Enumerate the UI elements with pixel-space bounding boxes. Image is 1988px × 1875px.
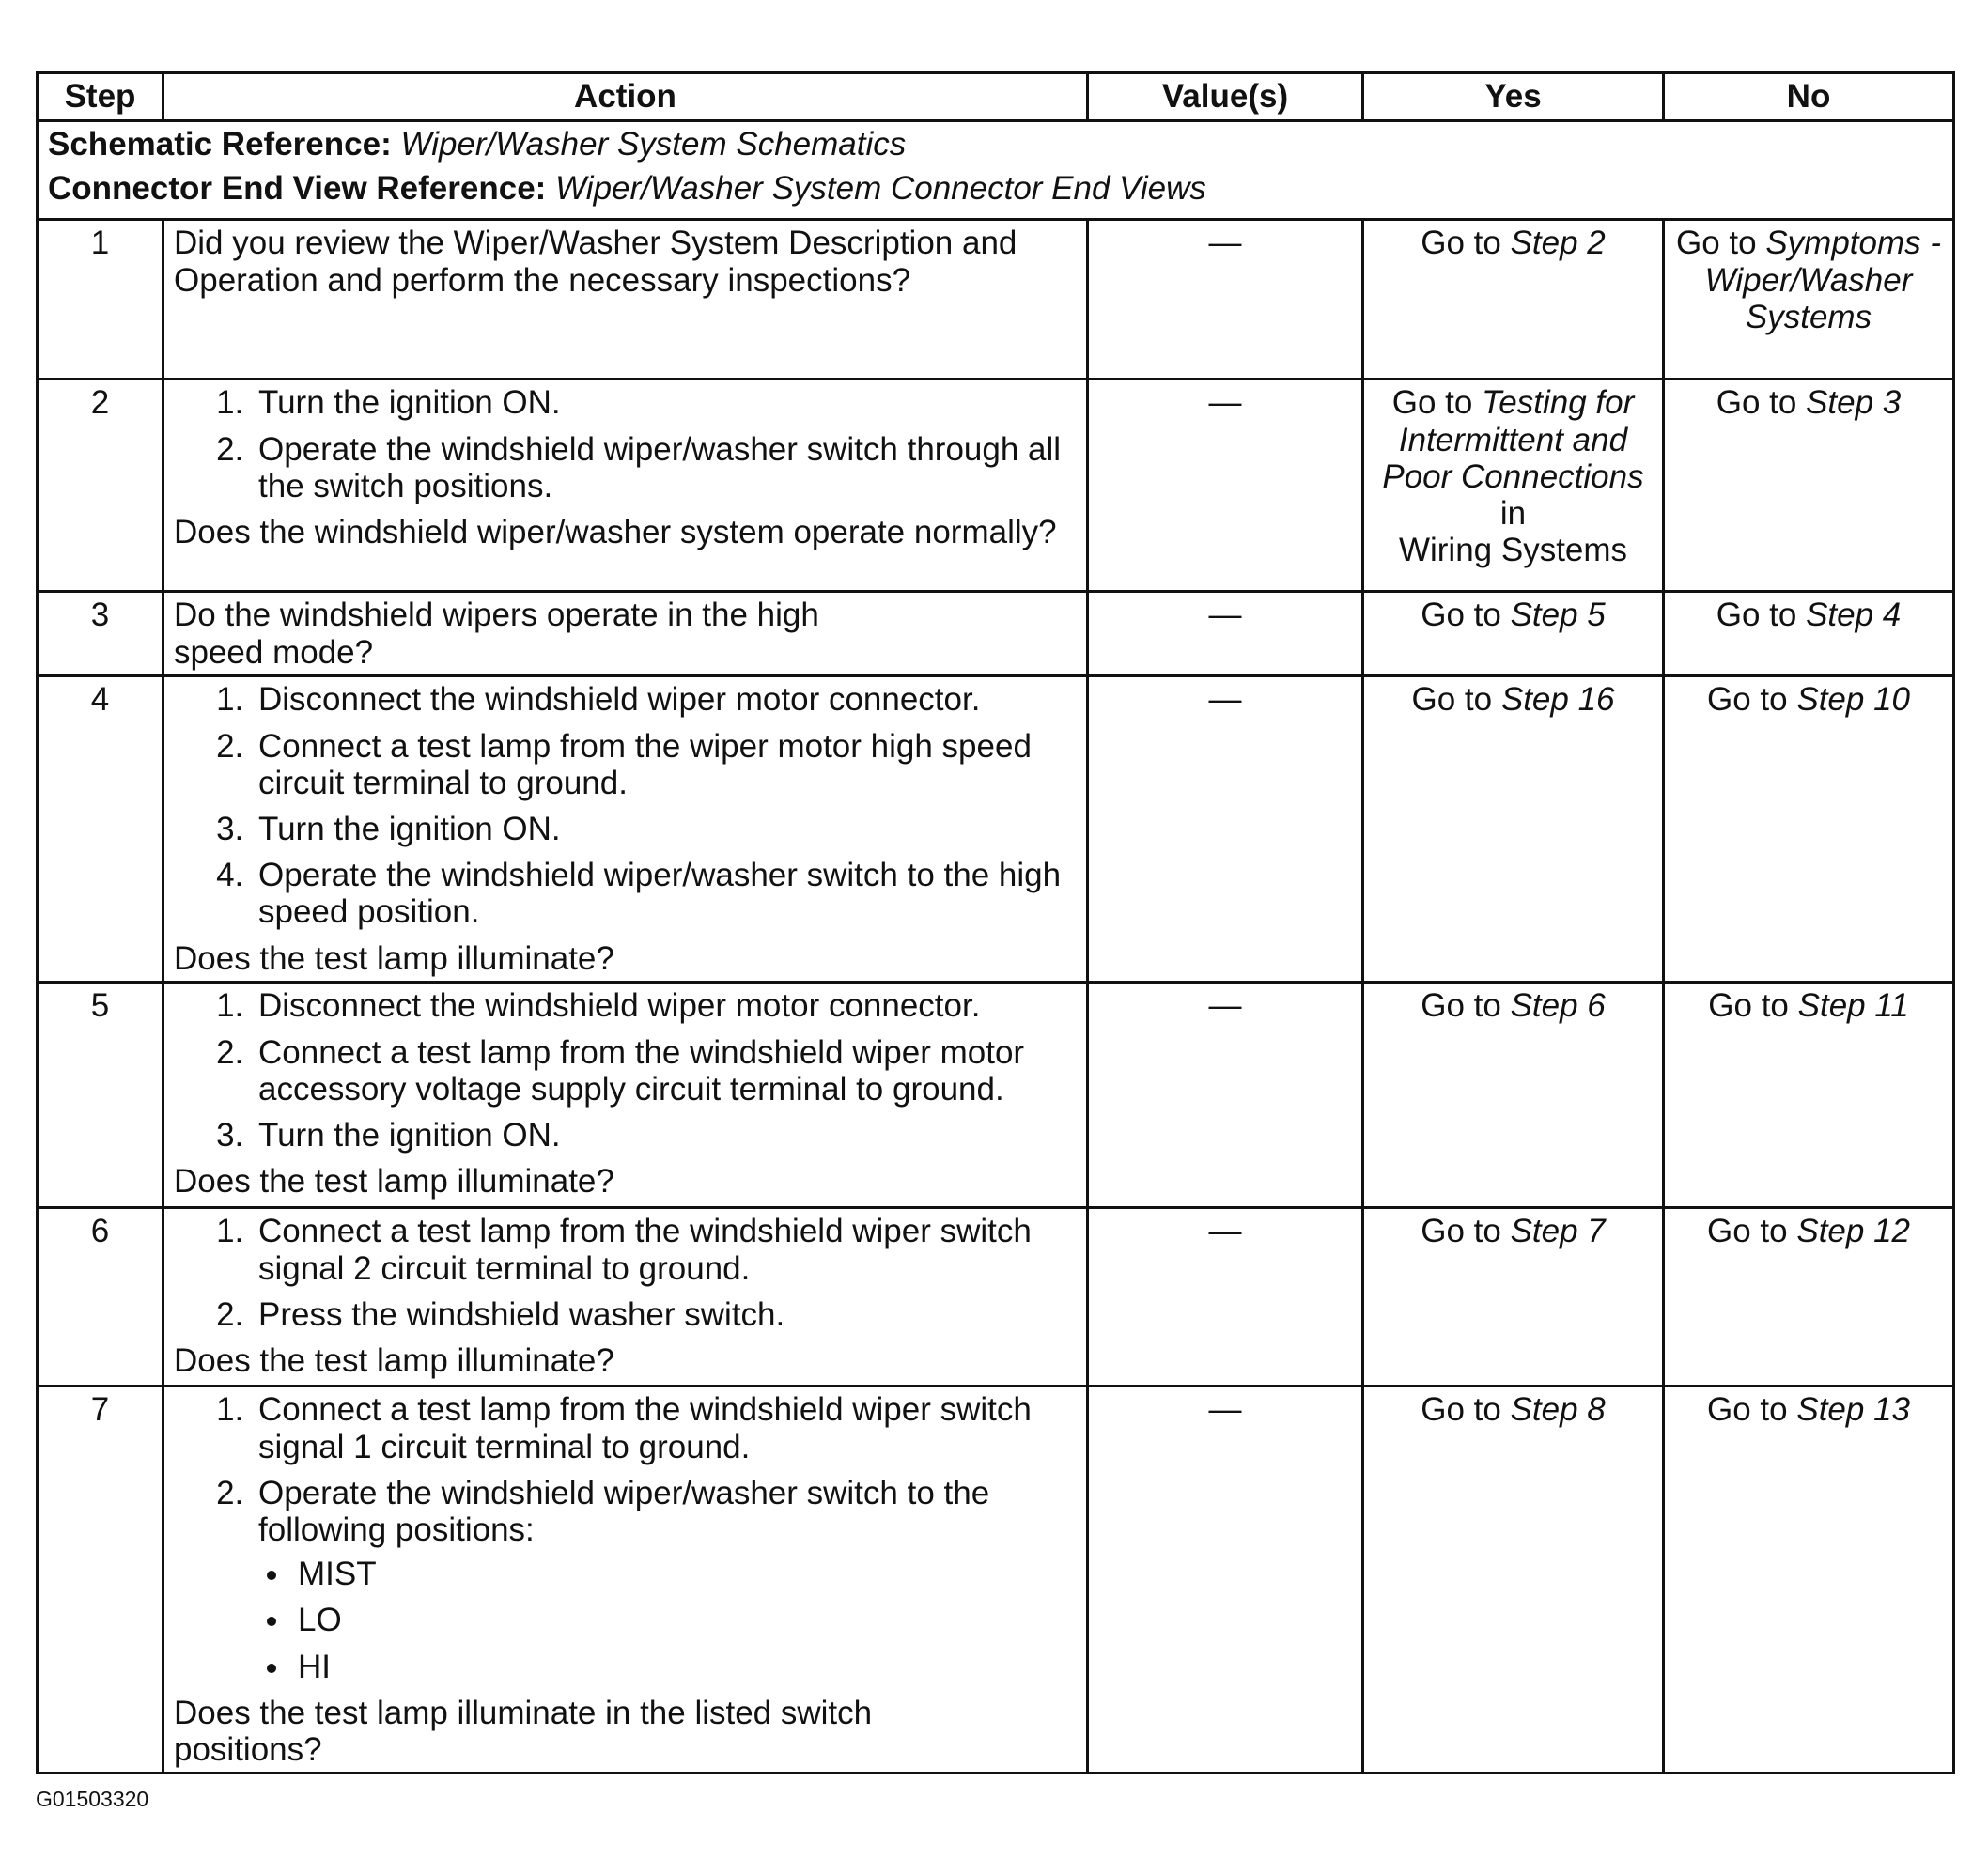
action-step: 2. Connect a test lamp from the windshield wiper motor accessory voltage supply circuit terminal to ground. bbox=[253, 1034, 1077, 1108]
schematic-reference-label: Schematic Reference: bbox=[48, 126, 392, 163]
yes-link[interactable]: Step 16 bbox=[1500, 681, 1615, 719]
switch-position: • MIST bbox=[292, 1556, 1077, 1592]
yes-link[interactable]: Step 7 bbox=[1510, 1213, 1606, 1250]
action-cell bbox=[163, 1208, 1088, 1387]
schematic-reference bbox=[48, 126, 1943, 163]
no-link[interactable]: Symptoms - Wiper/Washer Systems bbox=[1704, 225, 1942, 335]
yes-cell bbox=[1363, 983, 1664, 1208]
action-cell bbox=[163, 380, 1088, 592]
no-link[interactable]: Step 12 bbox=[1796, 1213, 1910, 1250]
yes-mid: in bbox=[1499, 494, 1527, 532]
yes-cell bbox=[1363, 380, 1664, 592]
connector-reference bbox=[48, 170, 1943, 207]
action-step: 1. Disconnect the windshield wiper motor connector. bbox=[253, 681, 1077, 718]
no-cell bbox=[1664, 380, 1954, 592]
step-number: 1 bbox=[38, 220, 163, 380]
yes-link[interactable]: Testing for Intermittent and Poor Connections bbox=[1382, 384, 1644, 495]
table-row bbox=[38, 676, 1954, 983]
action-question: Does the test lamp illuminate? bbox=[174, 939, 614, 977]
step-number: 6 bbox=[38, 1208, 163, 1387]
no-cell bbox=[1664, 592, 1954, 676]
step-number: 2 bbox=[38, 380, 163, 592]
action-question: Does the windshield wiper/washer system operate normally? bbox=[174, 513, 1057, 550]
yes-prefix: Go to bbox=[1421, 1391, 1501, 1429]
table-row bbox=[38, 592, 1954, 676]
yes-prefix: Go to bbox=[1421, 597, 1501, 634]
action-step: 2. Press the windshield washer switch. bbox=[253, 1296, 1077, 1333]
table-row bbox=[38, 220, 1954, 380]
yes-link[interactable]: Step 6 bbox=[1510, 987, 1606, 1025]
action-cell bbox=[163, 592, 1088, 676]
no-prefix: Go to bbox=[1716, 597, 1797, 634]
yes-cell bbox=[1363, 220, 1664, 380]
yes-prefix: Go to bbox=[1391, 384, 1473, 422]
reference-row bbox=[38, 121, 1954, 220]
table-row bbox=[38, 1208, 1954, 1387]
yes-cell bbox=[1363, 676, 1664, 983]
no-cell bbox=[1664, 676, 1954, 983]
action-steps bbox=[174, 1391, 1077, 1684]
action-step: 1. Connect a test lamp from the windshield wiper switch signal 2 circuit terminal to ground. bbox=[253, 1213, 1077, 1286]
no-link[interactable]: Step 13 bbox=[1796, 1391, 1910, 1429]
table-row bbox=[38, 983, 1954, 1208]
no-cell bbox=[1664, 1208, 1954, 1387]
action-step: 3. Turn the ignition ON. bbox=[253, 1117, 1077, 1154]
yes-suffix: Wiring Systems bbox=[1398, 532, 1628, 569]
value-cell: — bbox=[1088, 676, 1363, 983]
step-number: 4 bbox=[38, 676, 163, 983]
switch-positions bbox=[258, 1556, 1077, 1685]
action-steps bbox=[174, 1213, 1077, 1333]
action-cell bbox=[163, 676, 1088, 983]
step-number: 7 bbox=[38, 1387, 163, 1774]
no-cell bbox=[1664, 1387, 1954, 1774]
action-step-text: Operate the windshield wiper/washer switch to the following positions: bbox=[258, 1474, 990, 1548]
yes-prefix: Go to bbox=[1421, 1213, 1501, 1250]
action-question: Does the test lamp illuminate? bbox=[174, 1341, 614, 1379]
action-step: 1. Turn the ignition ON. bbox=[253, 384, 1077, 421]
header-row bbox=[38, 73, 1954, 121]
no-prefix: Go to bbox=[1716, 384, 1797, 422]
no-link[interactable]: Step 4 bbox=[1806, 597, 1902, 634]
action-step: 1. Connect a test lamp from the windshield wiper switch signal 1 circuit terminal to ground. bbox=[253, 1391, 1077, 1464]
value-cell: — bbox=[1088, 592, 1363, 676]
header-no: No bbox=[1664, 73, 1954, 121]
action-step: 4. Operate the windshield wiper/washer switch to the high speed position. bbox=[253, 857, 1077, 930]
no-link[interactable]: Step 11 bbox=[1797, 987, 1909, 1025]
yes-prefix: Go to bbox=[1411, 681, 1493, 719]
action-cell bbox=[163, 983, 1088, 1208]
connector-reference-link[interactable]: Wiper/Washer System Connector End Views bbox=[555, 170, 1206, 208]
value-cell: — bbox=[1088, 380, 1363, 592]
yes-link[interactable]: Step 8 bbox=[1510, 1391, 1606, 1429]
header-value: Value(s) bbox=[1088, 73, 1363, 121]
action-step: 3. Turn the ignition ON. bbox=[253, 811, 1077, 847]
action-cell bbox=[163, 220, 1088, 380]
table-row bbox=[38, 1387, 1954, 1774]
connector-reference-label: Connector End View Reference: bbox=[48, 170, 547, 208]
yes-cell bbox=[1363, 592, 1664, 676]
switch-position: • HI bbox=[292, 1649, 1077, 1685]
action-steps bbox=[174, 681, 1077, 930]
figure-id: G01503320 bbox=[36, 1787, 149, 1811]
yes-prefix: Go to bbox=[1421, 225, 1501, 262]
table-row bbox=[38, 380, 1954, 592]
reference-cell bbox=[38, 121, 1954, 220]
step-number: 3 bbox=[38, 592, 163, 676]
action-question: Does the test lamp illuminate? bbox=[174, 1163, 614, 1201]
no-prefix: Go to bbox=[1675, 225, 1757, 262]
header-yes: Yes bbox=[1363, 73, 1664, 121]
no-prefix: Go to bbox=[1708, 987, 1789, 1025]
action-question: Do the windshield wipers operate in the high speed mode? bbox=[174, 597, 819, 671]
header-step: Step bbox=[38, 73, 163, 121]
value-cell: — bbox=[1088, 983, 1363, 1208]
yes-link[interactable]: Step 5 bbox=[1510, 597, 1606, 634]
step-number: 5 bbox=[38, 983, 163, 1208]
action-step: 2. Operate the windshield wiper/washer switch through all the switch positions. bbox=[253, 431, 1077, 504]
yes-cell bbox=[1363, 1387, 1664, 1774]
action-step: 2. Connect a test lamp from the wiper motor high speed circuit terminal to ground. bbox=[253, 728, 1077, 801]
value-cell: — bbox=[1088, 220, 1363, 380]
action-steps bbox=[174, 384, 1077, 504]
switch-position: • LO bbox=[292, 1602, 1077, 1638]
header-action: Action bbox=[163, 73, 1088, 121]
no-link[interactable]: Step 3 bbox=[1806, 384, 1902, 422]
schematic-reference-link[interactable]: Wiper/Washer System Schematics bbox=[400, 126, 907, 163]
yes-prefix: Go to bbox=[1421, 987, 1501, 1025]
no-prefix: Go to bbox=[1707, 681, 1788, 719]
no-link[interactable]: Step 10 bbox=[1796, 681, 1910, 719]
no-prefix: Go to bbox=[1707, 1213, 1788, 1250]
yes-cell bbox=[1363, 1208, 1664, 1387]
action-steps bbox=[174, 987, 1077, 1154]
value-cell: — bbox=[1088, 1208, 1363, 1387]
diagnostic-table bbox=[36, 71, 1955, 1774]
no-cell bbox=[1664, 983, 1954, 1208]
action-question: Does the test lamp illuminate in the listed switch positions? bbox=[174, 1694, 873, 1768]
no-cell bbox=[1664, 220, 1954, 380]
action-cell bbox=[163, 1387, 1088, 1774]
value-cell: — bbox=[1088, 1387, 1363, 1774]
action-step-with-bullets bbox=[253, 1475, 1077, 1685]
no-prefix: Go to bbox=[1707, 1391, 1788, 1429]
action-question: Did you review the Wiper/Washer System Description and Operation and perform the necessary inspections? bbox=[174, 225, 1017, 299]
action-step: 1. Disconnect the windshield wiper motor connector. bbox=[253, 987, 1077, 1024]
yes-link[interactable]: Step 2 bbox=[1510, 225, 1606, 262]
